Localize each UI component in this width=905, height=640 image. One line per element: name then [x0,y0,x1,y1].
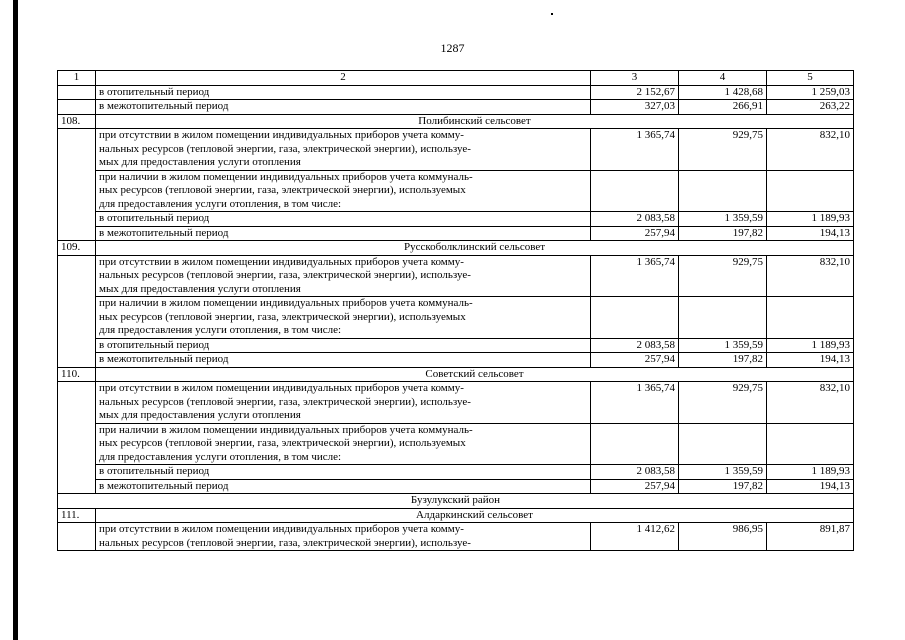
header-row [58,71,854,86]
empty-cell [767,170,854,212]
empty-cell [591,297,679,339]
row-label [96,129,591,171]
value-cell-c3: 1 365,74 [591,255,679,297]
row-label-line: для предоставления услуги отопления, в том числе: [99,197,342,210]
table-row [58,129,854,171]
value-cell-c3: 257,94 [591,353,679,368]
value-cell-c3: 1 365,74 [591,129,679,171]
table-row [58,423,854,465]
section-number: 109. [58,241,96,256]
header-cell-2: 2 [96,71,591,86]
row-label-line: при отсутствии в жилом помещении индивидуальных приборов учета комму- [99,129,464,141]
empty-cell [679,423,767,465]
district-row [58,494,854,509]
table-row [58,255,854,297]
value-cell-c3: 1 412,62 [591,523,679,551]
section-row [58,367,854,382]
table-row [58,479,854,494]
value-cell-c5: 194,13 [767,479,854,494]
section-number: 111. [58,508,96,523]
value-cell-c5: 832,10 [767,129,854,171]
value-cell-c5: 194,13 [767,226,854,241]
row-label-line: нальных ресурсов (тепловой энергии, газа, электрической энергии), используе- [99,536,471,549]
value-cell-c4: 266,91 [679,100,767,115]
row-label-line: нальных ресурсов (тепловой энергии, газа, электрической энергии), используе- [99,142,471,155]
value-cell-c4: 929,75 [679,129,767,171]
table-row [58,85,854,100]
index-cell [58,255,96,367]
row-label-line: при отсутствии в жилом помещении индивидуальных приборов учета комму- [99,255,464,268]
table-row [58,382,854,424]
empty-cell [679,170,767,212]
value-cell-c5: 1 259,03 [767,85,854,100]
table-row [58,226,854,241]
table-row [58,353,854,368]
row-label: в отопительный период [96,85,591,100]
value-cell-c4: 1 359,59 [679,338,767,353]
value-cell-c3: 2 083,58 [591,338,679,353]
value-cell-c5: 1 189,93 [767,338,854,353]
value-cell-c3: 257,94 [591,226,679,241]
table-row [58,465,854,480]
scan-speck [551,13,553,15]
row-label: в межотопительный период [96,479,591,494]
row-label: в отопительный период [96,338,591,353]
row-label-line: мых для предоставления услуги отопления [99,156,301,168]
value-cell-c3: 2 083,58 [591,212,679,227]
value-cell-c5: 263,22 [767,100,854,115]
value-cell-c5: 891,87 [767,523,854,551]
value-cell-c4: 197,82 [679,479,767,494]
value-cell-c4: 986,95 [679,523,767,551]
value-cell-c4: 929,75 [679,382,767,424]
row-label-line: нальных ресурсов (тепловой энергии, газа, электрической энергии), используе- [99,395,471,408]
row-label [96,523,591,551]
table-row [58,170,854,212]
index-cell [58,523,96,551]
value-cell-c5: 1 189,93 [767,212,854,227]
empty-cell [767,297,854,339]
row-label [96,255,591,297]
value-cell-c3: 1 365,74 [591,382,679,424]
value-cell-c4: 1 359,59 [679,212,767,227]
value-cell-c3: 2 083,58 [591,465,679,480]
row-label-line: ных ресурсов (тепловой энергии, газа, электрической энергии), используемых [99,184,466,196]
left-edge-bar [13,0,18,640]
value-cell-c3: 2 152,67 [591,85,679,100]
value-cell-c4: 197,82 [679,353,767,368]
tariff-table [57,70,854,551]
value-cell-c4: 929,75 [679,255,767,297]
empty-cell [767,423,854,465]
section-title: Полибинский сельсовет [96,114,854,129]
section-row [58,241,854,256]
value-cell-c5: 832,10 [767,382,854,424]
table-row [58,212,854,227]
header-cell-4: 4 [679,71,767,86]
row-label: в межотопительный период [96,100,591,115]
header-cell-3: 3 [591,71,679,86]
row-label-line: при наличии в жилом помещении индивидуальных приборов учета коммуналь- [99,170,473,183]
row-label: в межотопительный период [96,353,591,368]
row-label-line: при наличии в жилом помещении индивидуальных приборов учета коммуналь- [99,423,473,436]
row-label: в отопительный период [96,465,591,480]
section-title: Алдаркинский сельсовет [96,508,854,523]
row-label-line: для предоставления услуги отопления, в том числе: [99,450,342,463]
index-cell [58,129,96,241]
value-cell-c3: 327,03 [591,100,679,115]
row-label-line: нальных ресурсов (тепловой энергии, газа, электрической энергии), используе- [99,269,471,281]
value-cell-c3: 257,94 [591,479,679,494]
table-row [58,338,854,353]
row-label-line: при наличии в жилом помещении индивидуальных приборов учета коммуналь- [99,297,473,309]
value-cell-c4: 197,82 [679,226,767,241]
section-row [58,114,854,129]
row-label [96,170,591,212]
header-cell-1: 1 [58,71,96,86]
value-cell-c5: 832,10 [767,255,854,297]
row-label-line: при отсутствии в жилом помещении индивидуальных приборов учета комму- [99,382,464,394]
row-label-line: для предоставления услуги отопления, в том числе: [99,324,342,336]
row-label: в отопительный период [96,212,591,227]
empty-cell [679,297,767,339]
district-title: Бузулукский район [58,494,854,509]
section-row [58,508,854,523]
table-row [58,523,854,551]
header-cell-5: 5 [767,71,854,86]
page-number: 1287 [440,41,465,55]
row-label-line: мых для предоставления услуги отопления [99,409,301,421]
section-number: 110. [58,367,96,382]
row-label [96,297,591,339]
row-label-line: ных ресурсов (тепловой энергии, газа, электрической энергии), используемых [99,437,466,449]
index-cell [58,100,96,115]
row-label-line: ных ресурсов (тепловой энергии, газа, электрической энергии), используемых [99,310,466,323]
value-cell-c4: 1 428,68 [679,85,767,100]
empty-cell [591,170,679,212]
row-label: в межотопительный период [96,226,591,241]
value-cell-c5: 1 189,93 [767,465,854,480]
section-title: Советский сельсовет [96,367,854,382]
row-label-line: при отсутствии в жилом помещении индивидуальных приборов учета комму- [99,523,464,535]
section-number: 108. [58,114,96,129]
table-row [58,297,854,339]
index-cell [58,382,96,494]
value-cell-c4: 1 359,59 [679,465,767,480]
row-label-line: мых для предоставления услуги отопления [99,282,301,295]
table-row [58,100,854,115]
value-cell-c5: 194,13 [767,353,854,368]
row-label [96,382,591,424]
row-label [96,423,591,465]
index-cell [58,85,96,100]
empty-cell [591,423,679,465]
section-title: Русскоболклинский сельсовет [96,241,854,256]
